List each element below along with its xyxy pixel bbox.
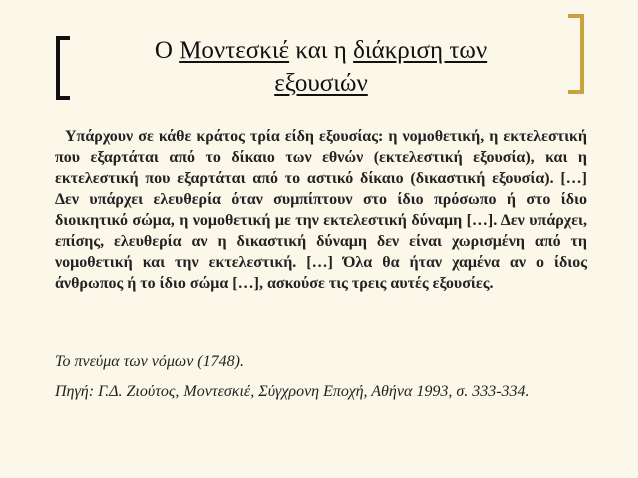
source-work: Το πνεύμα των νόμων (1748).	[55, 353, 244, 370]
title-link-separation[interactable]: διάκριση των	[353, 37, 488, 64]
title-prefix: Ο	[154, 37, 180, 64]
slide-title	[80, 34, 562, 100]
right-bracket-decoration	[568, 14, 584, 94]
title-link-powers[interactable]: εξουσιών	[274, 70, 368, 97]
sources	[55, 352, 575, 412]
source-citation: Πηγή: Γ.Δ. Ζιούτος, Μοντεσκιέ, Σύγχρονη Εποχή, Αθήνα 1993, σ. 333-334.	[55, 383, 530, 400]
title-link-montesquieu[interactable]: Μοντεσκιέ	[179, 37, 290, 64]
left-bracket-decoration	[56, 36, 70, 100]
quote-text: Υπάρχουν σε κάθε κράτος τρία είδη εξουσίας: η νομοθετική, η εκτελεστική που εξαρτάται από το δίκαιο των εθνών (εκτελεστική εξουσία), και η εκτελεστική που εξαρτάται από το αστικό δίκαιο (δικαστική εξουσία). […] Δεν υπάρχει ελευθερία όταν συμπίπτουν στο ίδιο πρόσωπο ή στο ίδιο διοικητικό σώμα, η νομοθετική με την εκτελεστική δύναμη […]. Δεν υπάρχει, επίσης, ελευθερία αν η δικαστική δύναμη δεν είναι χωρισμένη από τη νομοθετική και την εκτελεστική. […] Όλα θα ήταν χαμένα αν ο ίδιος άνθρωπος ή το ίδιο σώμα […], ασκούσε τις τρεις αυτές εξουσίες.	[55, 128, 587, 292]
title-middle: και η	[289, 37, 354, 64]
